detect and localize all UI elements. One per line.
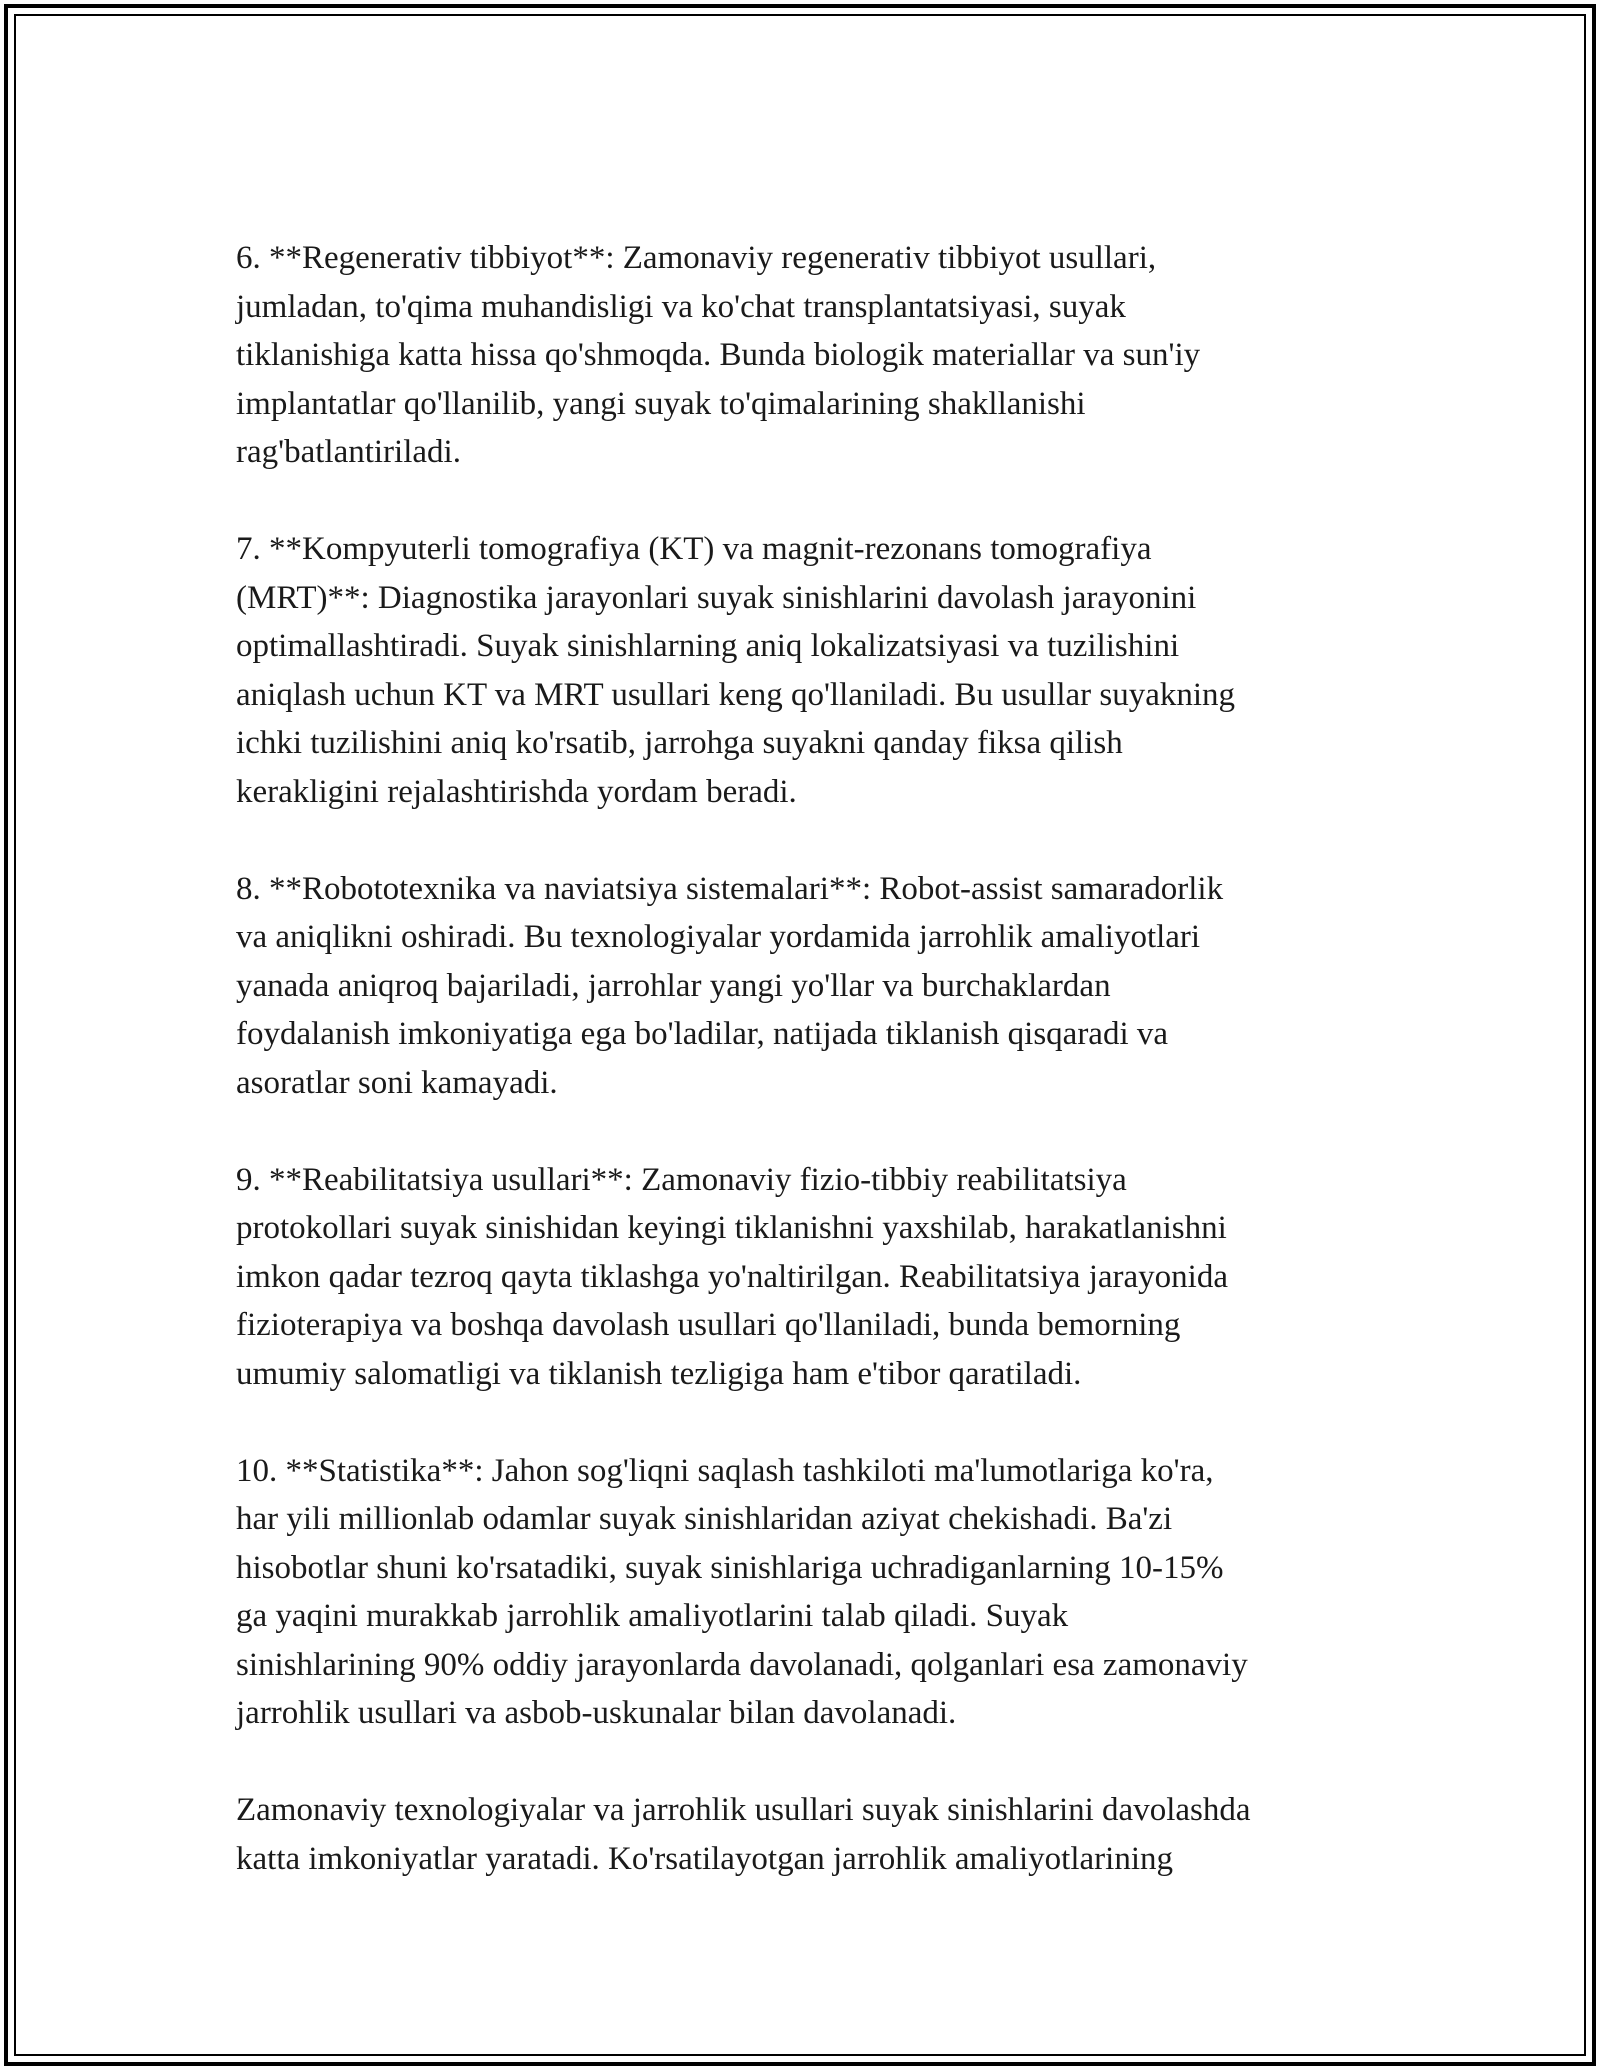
paragraph-regenerative-medicine: 6. **Regenerativ tibbiyot**: Zamonaviy regenerativ tibbiyot usullari, jumladan, to'qima muhandisligi va ko'chat transplantatsiyasi, suyak tiklanishiga katta hissa qo'shmoqda. Bunda biologik materiallar va sun'iy implantatlar qo'llanilib, yangi suyak to'qimalarining shakllanishi rag'batlantiriladi. bbox=[236, 240, 1201, 470]
paragraph-rehabilitation: 9. **Reabilitatsiya usullari**: Zamonaviy fizio-tibbiy reabilitatsiya protokollari suyak sinishidan keyingi tiklanishni yaxshilab, harakatlanishni imkon qadar tezroq qayta tiklashga yo'naltirilgan. Reabilitatsiya jarayonida fizioterapiya va boshqa davolash usullari qo'llaniladi, bunda bemorning umumiy salomatligi va tiklanish tezligiga ham e'tibor qaratiladi. bbox=[236, 1161, 1228, 1392]
document-body bbox=[236, 234, 1396, 1883]
paragraph-statistics: 10. **Statistika**: Jahon sog'liqni saqlash tashkiloti ma'lumotlariga ko'ra, har yili millionlab odamlar suyak sinishlaridan aziyat chekishadi. Ba'zi hisobotlar shuni ko'rsatadiki, suyak sinishlariga uchradiganlarning 10-15% ga yaqini murakkab jarrohlik amaliyotlarini talab qiladi. Suyak sinishlarining 90% oddiy jarayonlarda davolanadi, qolganlari esa zamonaviy jarrohlik usullari va asbob-uskunalar bilan davolanadi. bbox=[236, 1452, 1248, 1731]
paragraph-ct-mri: 7. **Kompyuterli tomografiya (KT) va magnit-rezonans tomografiya (MRT)**: Diagnostika jarayonlari suyak sinishlarini davolash jarayonini optimallashtiradi. Suyak sinishlarning aniq lokalizatsiyasi va tuzilishini aniqlash uchun KT va MRT usullari keng qo'llaniladi. Bu usullar suyakning ichki tuzilishini aniq ko'rsatib, jarrohga suyakni qanday fiksa qilish kerakligini rejalashtirishda yordam beradi. bbox=[236, 531, 1236, 810]
paragraph-conclusion: Zamonaviy texnologiyalar va jarrohlik usullari suyak sinishlarini davolashda katta imkoniyatlar yaratadi. Ko'rsatilayotgan jarrohlik amaliyotlarining bbox=[236, 1792, 1251, 1877]
paragraph-robotics-navigation: 8. **Robototexnika va naviatsiya sistemalari**: Robot-assist samaradorlik va aniqlikni oshiradi. Bu texnologiyalar yordamida jarrohlik amaliyotlari yanada aniqroq bajariladi, jarrohlar yangi yo'llar va burchaklardan foydalanish imkoniyatiga ega bo'ladilar, natijada tiklanish qisqaradi va asoratlar soni kamayadi. bbox=[236, 870, 1224, 1101]
